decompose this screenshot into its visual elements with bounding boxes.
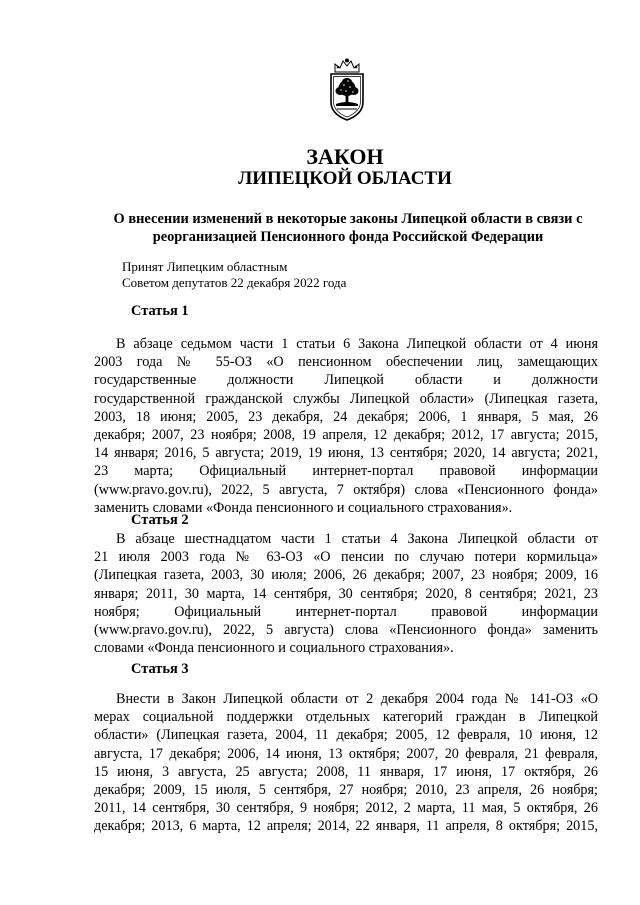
adoption-line: Принят Липецким областным (122, 259, 288, 274)
subtitle-line: О внесении изменений в некоторые законы Липецкой области в связи с (113, 211, 583, 227)
article-heading: Статья 1 (131, 303, 189, 319)
adoption-note (122, 259, 346, 291)
article-text-line: мерах социальной поддержки отдельных категорий граждан в Липецкой (94, 709, 598, 726)
article-heading: Статья 3 (131, 661, 189, 677)
article-text-line: 2011, 14 сентября, 30 сентября, 9 ноября; 2012, 2 марта, 11 мая, 5 октября, 26 (94, 800, 598, 817)
article-text (94, 530, 598, 657)
article-text-line: (Липецкая газета, 2003, 30 июля; 2006, 26 декабря; 2007, 23 ноября; 2009, 16 (94, 567, 598, 584)
article-text-line: декабря; 2007, 23 ноября; 2008, 19 апреля, 12 декабря; 2012, 17 августа; 2015, (94, 427, 598, 444)
document-title-region: ЛИПЕЦКОЙ ОБЛАСТИ (238, 168, 452, 189)
article-text-line: декабря; 2013, 6 марта, 12 апреля; 2014, 22 января, 11 апреля, 8 октября; 2015, (94, 818, 598, 835)
article-text-line: 21 июля 2003 года № 63-ОЗ «О пенсии по случаю потери кормильца» (94, 549, 598, 566)
article-text-line: государственные должности Липецкой области и должности (94, 372, 598, 389)
article-text-line: 14 января; 2016, 5 августа; 2019, 19 июня, 13 сентября; 2020, 14 августа; 2021, (94, 445, 598, 462)
article-text-line: государственной гражданской службы Липецкой области» (Липецкая газета, (94, 390, 598, 407)
article-text-line: 15 июня, 3 августа, 25 августа; 2008, 11 января, 17 июня, 17 октября, 26 (94, 763, 598, 780)
article-text-line: января; 2011, 30 марта, 14 сентября, 30 сентября; 2020, 8 сентября; 2021, 23 (94, 585, 598, 602)
adoption-line: Советом депутатов 22 декабря 2022 года (122, 275, 347, 290)
article-text-line: В абзаце седьмом части 1 статьи 6 Закона Липецкой области от 4 июня (116, 336, 598, 352)
article-text-line: В абзаце шестнадцатом части 1 статьи 4 Закона Липецкой области от (116, 531, 598, 547)
article-text-line: 23 марта; Официальный интернет-портал правовой информации (94, 463, 598, 480)
article-text (94, 690, 598, 836)
article-heading: Статья 2 (131, 512, 189, 528)
article-text-line: области» (Липецкая газета, 2004, 11 декабря; 2005, 12 февраля, 10 июня, 12 (94, 727, 598, 744)
article-text-line: заменить словами «Фонда пенсионного и социального страхования». (94, 499, 513, 516)
article-text-line: декабря; 2009, 15 июля, 5 сентября, 27 ноября; 2010, 23 апреля, 26 ноября; (94, 782, 598, 799)
article-text-line: словами «Фонда пенсионного и социального страхования». (94, 640, 454, 657)
article-text-line: (www.pravo.gov.ru), 2022, 5 августа, 7 октября) слова «Пенсионного фонда» (94, 481, 598, 498)
lipetsk-coat-of-arms-icon (327, 58, 367, 122)
article-text-line: (www.pravo.gov.ru), 2022, 5 августа) слова «Пенсионного фонда» заменить (94, 622, 598, 639)
article-text (94, 335, 598, 517)
subtitle-line: реорганизацией Пенсионного фонда Российской Федерации (152, 229, 544, 245)
article-text-line: ноября; Официальный интернет-портал правовой информации (94, 603, 598, 620)
document-title: ЗАКОН (306, 144, 384, 169)
document-subtitle (103, 210, 593, 246)
article-text-line: 2003, 18 июня; 2005, 23 декабря, 24 декабря; 2006, 1 января, 5 мая, 26 (94, 408, 598, 425)
article-text-line: августа, 17 декабря; 2006, 14 июня, 13 октября; 2007, 20 февраля, 21 февраля, (94, 745, 598, 762)
article-text-line: 2003 года № 55-ОЗ «О пенсионном обеспечении лиц, замещающих (94, 354, 598, 371)
article-text-line: Внести в Закон Липецкой области от 2 декабря 2004 года № 141-ОЗ «О (116, 691, 598, 707)
